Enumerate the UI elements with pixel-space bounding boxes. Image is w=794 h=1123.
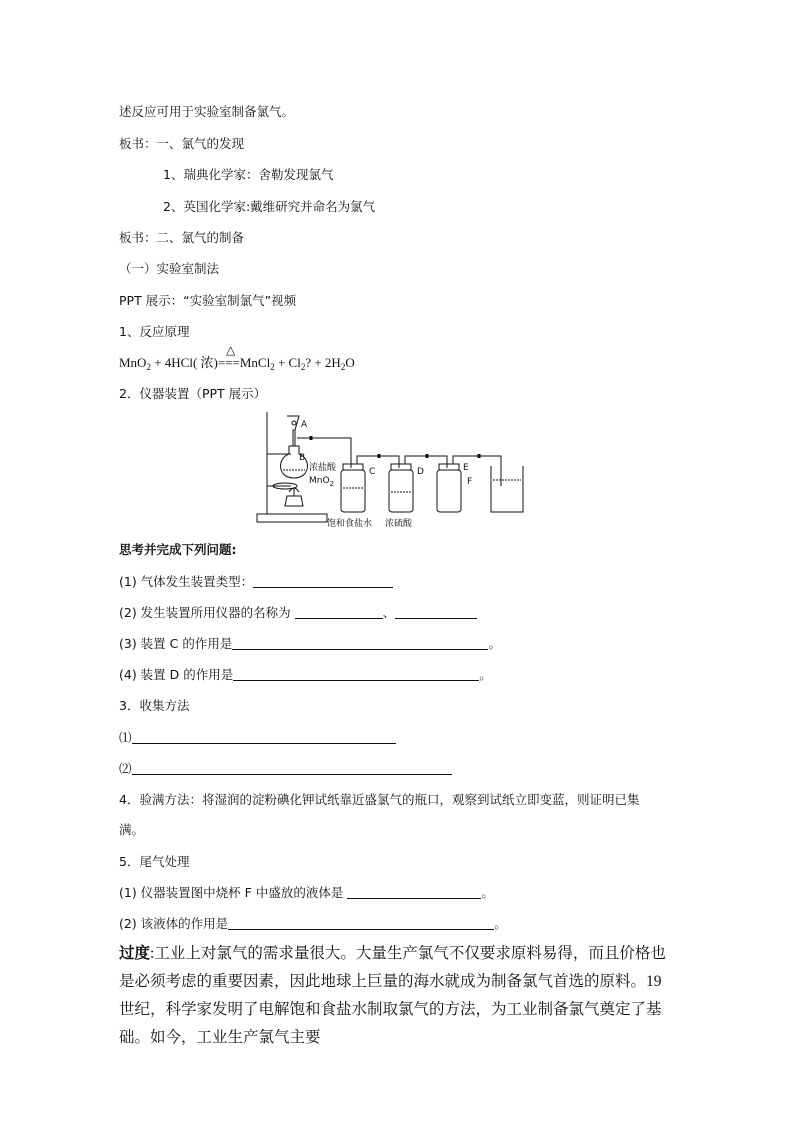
label-mno2: MnO$_2$ — [309, 476, 335, 488]
questions-heading: 思考并完成下列问题: — [119, 542, 237, 557]
tail-question-2: (2) 该液体的作用是 。 — [119, 916, 507, 931]
answer-blank[interactable] — [347, 886, 481, 899]
answer-blank[interactable] — [132, 762, 452, 775]
label-a: A — [301, 420, 308, 430]
tail-question-1: (1) 仪器装置图中烧杯 F 中盛放的液体是 。 — [119, 885, 494, 900]
stand-base — [257, 514, 327, 522]
apparatus-diagram — [255, 408, 535, 530]
label-conc-hcl: 浓盐酸 — [309, 463, 337, 473]
label-c: C — [369, 467, 376, 477]
label-sulfuric: 浓硫酸 — [385, 519, 413, 529]
subheading-lab: （一）实验室制法 — [119, 261, 220, 276]
label-d: D — [417, 467, 424, 477]
heat-symbol: △ — [226, 343, 236, 357]
alcohol-lamp — [285, 496, 303, 506]
question-3: (3) 装置 C 的作用是 。 — [119, 636, 501, 651]
collect-item-1: ⑴ — [119, 730, 396, 746]
answer-blank[interactable] — [253, 575, 393, 588]
text-line: PPT 展示：“实验室制氯气”视频 — [119, 293, 297, 308]
label-f: F — [467, 477, 473, 487]
answer-blank[interactable] — [233, 668, 479, 681]
reaction-equation: MnO$_2$ + 4HCl( 浓)===MnCl$_2$ + $Cl_2$? + $2H_2O$ — [119, 355, 355, 372]
label-brine: 饱和食盐水 — [327, 519, 373, 529]
answer-blank[interactable] — [232, 637, 488, 650]
section-title: 1、反应原理 — [119, 324, 190, 339]
question-2: (2) 发生装置所用仪器的名称为 、 — [119, 605, 477, 621]
collect-item-2: ⑵ — [119, 761, 452, 777]
label-e: E — [463, 463, 469, 473]
section-title: 4．验满方法：将湿润的淀粉碘化钾试纸靠近盛氯气的瓶口，观察到试纸立即变蓝，则证明已集 — [119, 792, 640, 807]
text-line: 满。 — [119, 822, 145, 837]
question-1: (1) 气体发生装置类型： — [119, 574, 393, 590]
heading-discovery: 板书：一、氯气的发现 — [119, 136, 245, 151]
list-item: 1、瑞典化学家：舍勒发现氯气 — [163, 167, 334, 182]
dropping-funnel — [287, 416, 299, 446]
beaker-f — [491, 466, 523, 512]
heading-preparation: 板书：二、氯气的制备 — [119, 230, 245, 245]
answer-blank[interactable] — [132, 731, 396, 744]
transition-paragraph: 过度:工业上对氯气的需求量很大。大量生产氯气不仅要求原料易得，而且价格也是必须考虑的重要因素，因此地球上巨量的海水就成为制备氯气首选的原料。19 世纪，科学家发明了电解饱和食盐水制取氯气的方法，为工业制备氯气奠定了基础。如今，工业生产氯气主要 — [119, 945, 666, 1046]
list-item: 2、英国化学家:戴维研究并命名为氯气 — [163, 199, 376, 214]
question-4: (4) 装置 D 的作用是 。 — [119, 667, 492, 682]
answer-blank[interactable] — [228, 917, 494, 930]
section-title: 5．尾气处理 — [119, 854, 190, 869]
label-b: B — [299, 453, 306, 463]
answer-blank[interactable] — [295, 606, 383, 619]
bottle-e — [437, 470, 461, 512]
bottle-c — [341, 470, 365, 512]
section-title: 2．仪器装置（PPT 展示） — [119, 386, 267, 401]
answer-blank[interactable] — [395, 606, 477, 619]
bottle-d — [389, 470, 413, 512]
text-line: 述反应可用于实验室制备氯气。 — [119, 104, 295, 119]
section-title: 3．收集方法 — [119, 698, 190, 713]
